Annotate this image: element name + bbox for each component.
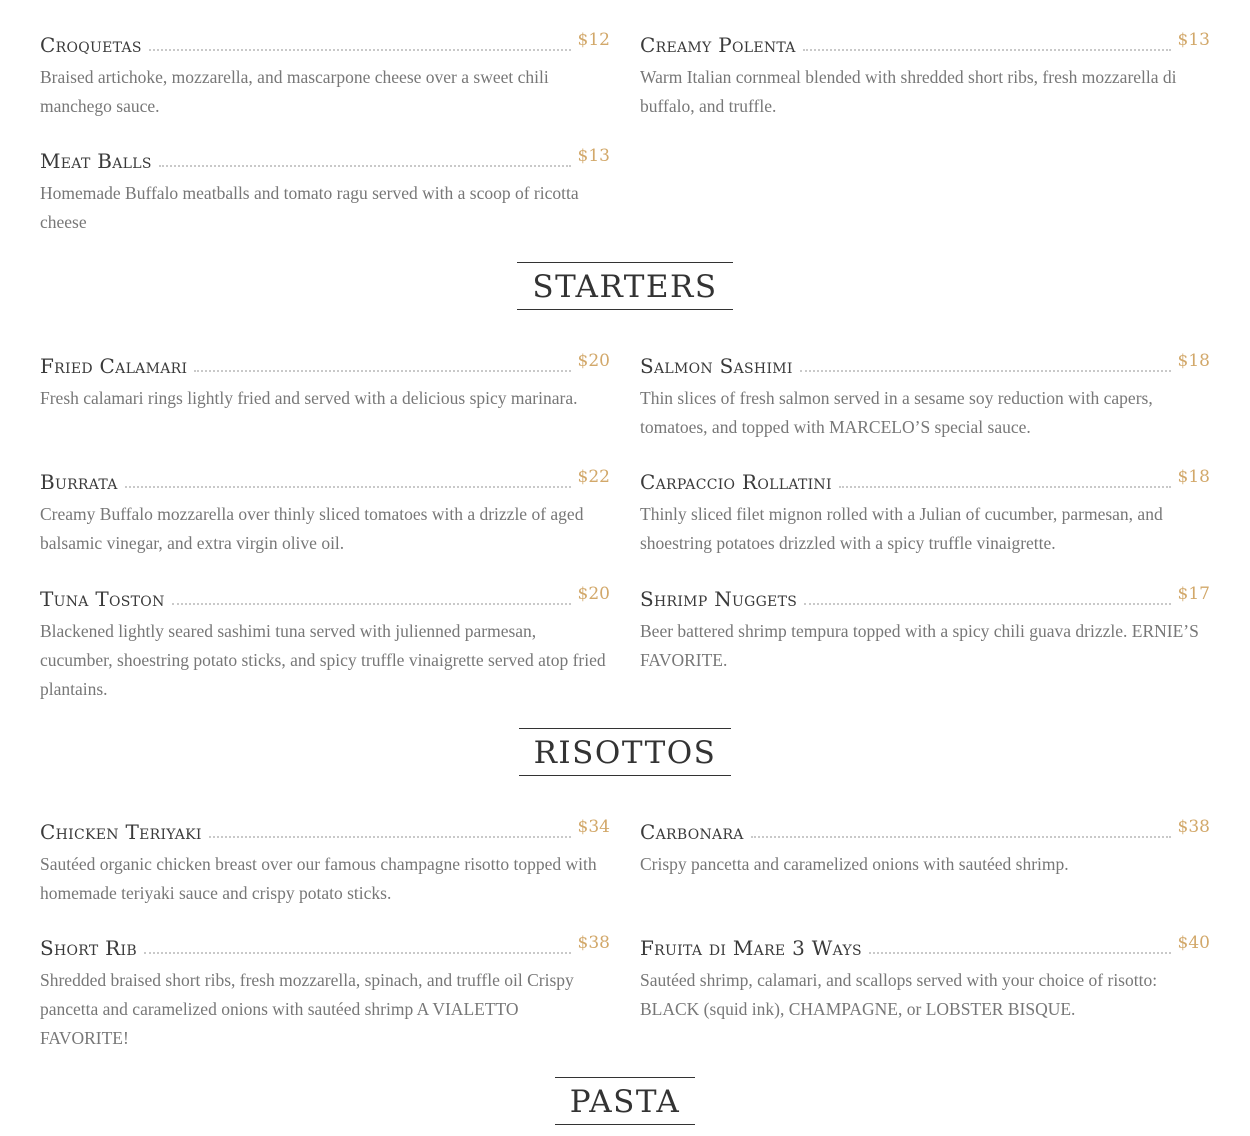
item-price: $20 bbox=[577, 584, 610, 604]
dotted-leader bbox=[839, 485, 1171, 488]
menu-item-tuna-toston bbox=[40, 584, 610, 704]
dotted-leader bbox=[209, 835, 571, 838]
menu-item-salmon-sashimi bbox=[640, 351, 1210, 442]
item-price: $20 bbox=[577, 351, 610, 371]
item-name: Short Rib bbox=[40, 936, 137, 960]
item-description: Beer battered shrimp tempura topped with a spicy chili guava drizzle. ERNIE’S FAVORITE. bbox=[640, 621, 1199, 670]
menu-item-fried-calamari bbox=[40, 351, 610, 413]
item-name: Creamy Polenta bbox=[640, 33, 796, 57]
menu-item-carpaccio-rollatini bbox=[640, 467, 1210, 558]
item-header bbox=[40, 351, 610, 377]
menu-item-shrimp-nuggets bbox=[640, 584, 1210, 675]
item-description: Homemade Buffalo meatballs and tomato ragu served with a scoop of ricotta cheese bbox=[40, 183, 579, 232]
menu-item-creamy-polenta bbox=[640, 30, 1210, 121]
item-price: $22 bbox=[577, 467, 610, 487]
dotted-leader bbox=[194, 369, 570, 372]
section-starters bbox=[0, 262, 1250, 310]
dotted-leader bbox=[125, 485, 571, 488]
dotted-leader bbox=[803, 48, 1171, 51]
item-description: Crispy pancetta and caramelized onions with sautéed shrimp. bbox=[640, 854, 1069, 874]
item-name: Tuna Toston bbox=[40, 587, 165, 611]
item-price: $34 bbox=[577, 817, 610, 837]
item-price: $13 bbox=[1177, 30, 1210, 50]
section-heading: RISOTTOS bbox=[519, 728, 732, 776]
item-description: Thin slices of fresh salmon served in a sesame soy reduction with capers, tomatoes, and topped with MARCELO’S special sauce. bbox=[640, 388, 1153, 437]
item-header bbox=[640, 30, 1210, 56]
item-header bbox=[40, 817, 610, 843]
item-header bbox=[40, 146, 610, 172]
item-description: Shredded braised short ribs, fresh mozzarella, spinach, and truffle oil Crispy pancetta and caramelized onions with sautéed shrimp A VIALETTO FAVORITE! bbox=[40, 970, 574, 1048]
dotted-leader bbox=[149, 48, 571, 51]
item-description: Sautéed organic chicken breast over our famous champagne risotto topped with homemade teriyaki sauce and crispy potato sticks. bbox=[40, 854, 597, 903]
item-price: $38 bbox=[1177, 817, 1210, 837]
dotted-leader bbox=[869, 951, 1171, 954]
item-name: Fruita di Mare 3 Ways bbox=[640, 936, 862, 960]
item-description: Thinly sliced filet mignon rolled with a Julian of cucumber, parmesan, and shoestring potatoes drizzled with a spicy truffle vinaigrette. bbox=[640, 504, 1163, 553]
dotted-leader bbox=[751, 835, 1171, 838]
item-price: $40 bbox=[1177, 933, 1210, 953]
item-name: Fried Calamari bbox=[40, 354, 188, 378]
item-name: Carpaccio Rollatini bbox=[640, 470, 832, 494]
menu-item-short-rib bbox=[40, 933, 610, 1053]
item-description: Sautéed shrimp, calamari, and scallops served with your choice of risotto: BLACK (squid ink), CHAMPAGNE, or LOBSTER BISQUE. bbox=[640, 970, 1158, 1019]
menu-item-fruita-di-mare bbox=[640, 933, 1210, 1024]
item-header bbox=[640, 817, 1210, 843]
dotted-leader bbox=[159, 164, 571, 167]
section-heading: STARTERS bbox=[517, 262, 732, 310]
item-header bbox=[640, 933, 1210, 959]
item-description: Creamy Buffalo mozzarella over thinly sliced tomatoes with a drizzle of aged balsamic vinegar, and extra virgin olive oil. bbox=[40, 504, 584, 553]
item-header bbox=[40, 30, 610, 56]
item-price: $18 bbox=[1177, 351, 1210, 371]
item-name: Shrimp Nuggets bbox=[640, 587, 798, 611]
dotted-leader bbox=[800, 369, 1171, 372]
item-name: Carbonara bbox=[640, 820, 744, 844]
item-header bbox=[640, 584, 1210, 610]
item-description: Warm Italian cornmeal blended with shredded short ribs, fresh mozzarella di buffalo, and truffle. bbox=[640, 67, 1177, 116]
item-description: Fresh calamari rings lightly fried and served with a delicious spicy marinara. bbox=[40, 388, 578, 408]
item-name: Burrata bbox=[40, 470, 118, 494]
item-header bbox=[40, 467, 610, 493]
section-heading: PASTA bbox=[555, 1077, 696, 1125]
menu-item-croquetas bbox=[40, 30, 610, 121]
item-header bbox=[40, 933, 610, 959]
dotted-leader bbox=[144, 951, 571, 954]
item-header bbox=[640, 467, 1210, 493]
section-pasta bbox=[0, 1077, 1250, 1125]
menu-item-meat-balls bbox=[40, 146, 610, 237]
item-header bbox=[640, 351, 1210, 377]
menu-item-chicken-teriyaki bbox=[40, 817, 610, 908]
item-name: Chicken Teriyaki bbox=[40, 820, 202, 844]
item-name: Croquetas bbox=[40, 33, 142, 57]
item-name: Salmon Sashimi bbox=[640, 354, 793, 378]
item-header bbox=[40, 584, 610, 610]
item-price: $18 bbox=[1177, 467, 1210, 487]
menu-item-carbonara bbox=[640, 817, 1210, 879]
item-price: $38 bbox=[577, 933, 610, 953]
item-price: $13 bbox=[577, 146, 610, 166]
item-price: $12 bbox=[577, 30, 610, 50]
dotted-leader bbox=[172, 602, 571, 605]
item-price: $17 bbox=[1177, 584, 1210, 604]
dotted-leader bbox=[804, 602, 1170, 605]
section-risottos bbox=[0, 728, 1250, 776]
item-description: Braised artichoke, mozzarella, and mascarpone cheese over a sweet chili manchego sauce. bbox=[40, 67, 549, 116]
menu-item-burrata bbox=[40, 467, 610, 558]
item-name: Meat Balls bbox=[40, 149, 152, 173]
item-description: Blackened lightly seared sashimi tuna served with julienned parmesan, cucumber, shoestring potato sticks, and spicy truffle vinaigrette served atop fried plantains. bbox=[40, 621, 606, 699]
